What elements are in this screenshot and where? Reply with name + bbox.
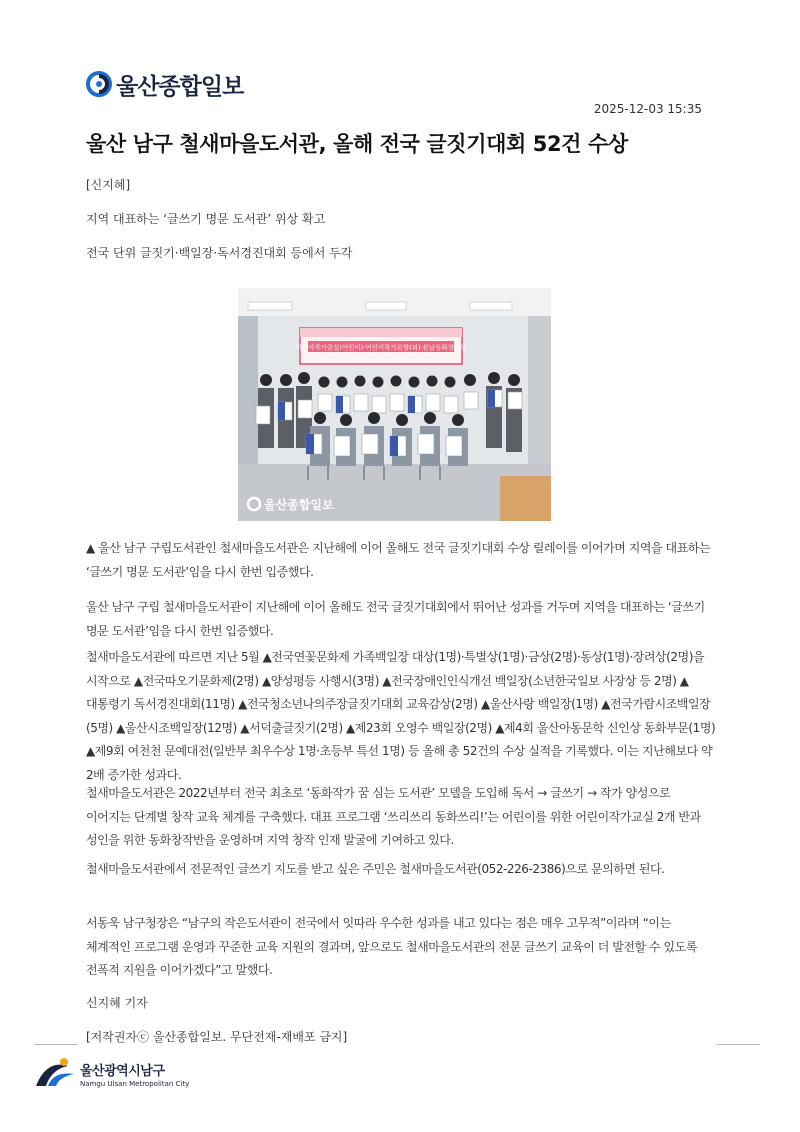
article-paragraph-6: 서동욱 남구청장은 “남구의 작은도서관이 전국에서 잇따라 우수한 성과를 내고 있다는 점은 매우 고무적”이라며 “이는 체계적인 프로그램 운영과 꾸준한 교육 지원의 결과며, 앞으로도 철새마을도서관의 전문 글쓰기 교육이 더 발전할 수 있도록 전폭적 지원을 이어가겠다”고 말했다. <box>86 916 697 977</box>
masthead-logo-text: 울산종합일보 <box>116 73 244 100</box>
article-copyright: [저작권자ⓒ 울산종합일보. 무단전재-재배포 금지] <box>86 1030 348 1044</box>
article-paragraph-1: ▲ 울산 남구 구립도서관인 철새마을도서관은 지난해에 이어 올해도 전국 글짓기대회 수상 릴레이를 이어가며 지역을 대표하는 ‘글쓰기 명문 도서관’임을 다시 한번 입증했다. <box>86 541 711 579</box>
article-paragraph-5: 철새마을도서관에서 전문적인 글쓰기 지도를 받고 싶은 주민은 철새마을도서관(052-226-2386)으로 문의하면 된다. <box>86 862 665 876</box>
svg-text:어린이작가꿈실(어린이)·어린이작가로향(피)·봄날동화창작: 어린이작가꿈실(어린이)·어린이작가로향(피)·봄날동화창작반 <box>295 343 467 352</box>
svg-text:울산종합일보: 울산종합일보 <box>264 498 334 512</box>
footer-logo-korean: 울산광역시남구 <box>80 1064 165 1079</box>
article-date: 2025-12-03 15:35 <box>593 102 702 116</box>
article-reporter: 신지혜 기자 <box>86 996 148 1010</box>
article-byline: [신지혜] <box>86 178 131 192</box>
article-subhead-1: 지역 대표하는 ‘글쓰기 명문 도서관’ 위상 확고 <box>86 212 326 226</box>
footer-logo[interactable] <box>34 1056 189 1092</box>
footer-divider-right <box>716 1044 760 1045</box>
article-photo <box>238 288 551 521</box>
masthead-logo[interactable] <box>86 66 243 102</box>
footer-logo-english: Namgu Ulsan Metropolitan City <box>80 1080 190 1088</box>
article-paragraph-3: 철새마을도서관에 따르면 지난 5월 ▲전국연꽃문화제 가족백일장 대상(1명)·특별상(1명)·금상(2명)·동상(1명)·장려상(2명)을 시작으로 ▲전국따오기문화제(2명) ▲양성평등 사행시(3명) ▲전국장애인인식개선 백일장(소년한국일보 사장상 등 2명) ▲대통령기 독서경진대회(11명) ▲전국청소년나의주장글짓기대회 교육감상(2명) ▲울산사랑 백일장(1명) ▲전국가람시조백일장(5명) ▲울산시조백일장(12명) ▲서덕출글짓기(2명) ▲제23회 오영수 백일장(2명) ▲제4회 울산아동문학 신인상 동화부문(1명) ▲제9회 여천천 문예대전(일반부 최우수상 1명·초등부 특선 1명) 등 올해 총 52건의 수상 실적을 기록했다. 이는 지난해보다 약 2배 증가한 성과다. <box>86 650 716 782</box>
article-subhead-2: 전국 단위 글짓기·백일장·독서경진대회 등에서 두각 <box>86 246 353 260</box>
article-headline: 울산 남구 철새마을도서관, 올해 전국 글짓기대회 52건 수상 <box>86 132 628 156</box>
article-paragraph-2: 울산 남구 구립 철새마을도서관이 지난해에 이어 올해도 전국 글짓기대회에서 뛰어난 성과를 거두며 지역을 대표하는 ‘글쓰기 명문 도서관’임을 다시 한번 입증했다. <box>86 600 705 638</box>
namgu-emblem-icon <box>34 1056 76 1092</box>
ulsan-newspaper-logo-icon <box>86 71 112 97</box>
article-paragraph-4: 철새마을도서관은 2022년부터 전국 최초로 ‘동화작가 꿈 심는 도서관’ 모델을 도입해 독서 → 글쓰기 → 작가 양성으로 이어지는 단계별 창작 교육 체계를 구축했다. 대표 프로그램 ‘쓰리쓰리 동화쓰리!’는 어린이를 위한 어린이작가교실 2개 반과 성인을 위한 동화창작반을 운영하며 지역 창작 인재 발굴에 기여하고 있다. <box>86 786 701 847</box>
photo-banner <box>295 328 467 364</box>
footer-divider-left <box>34 1044 78 1045</box>
